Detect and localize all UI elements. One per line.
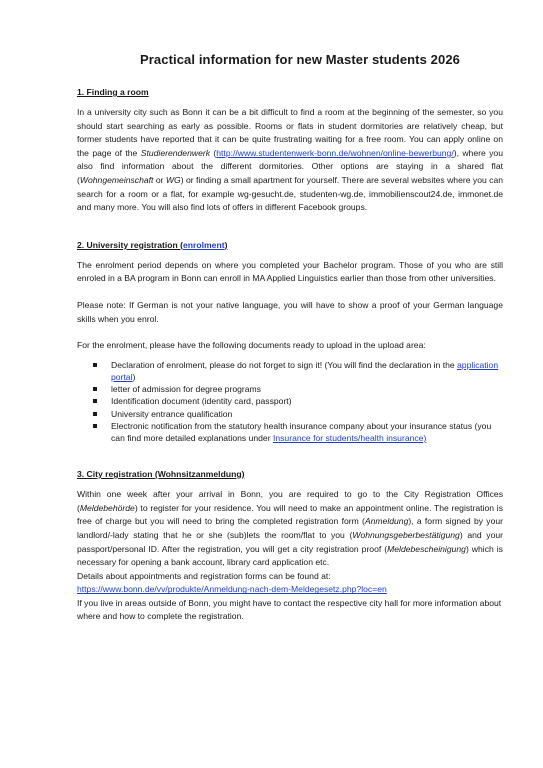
enrolment-period-paragraph: The enrolment period depends on where you completed your Bachelor program. Those of you who are still enroled in a BA program in Bonn can enroll in MA Applied Linguistics earlier than those from other universities. (77, 259, 503, 284)
text-run: ), where you also find information about the different dormitories. Other options are staying in a shared flat ( (77, 147, 503, 185)
application-portal-link[interactable]: application portal (111, 359, 499, 382)
health-insurance-link[interactable]: Insurance for students/health insurance) (272, 432, 427, 443)
text-run: Within one week after your arrival in Bonn, you are required to go to the City Registration Offices ( (77, 489, 503, 513)
list-item (111, 420, 503, 444)
studentenwerk-link[interactable]: http://www.studentenwerk-bonn.de/wohnen/online-bewerbung/ (216, 147, 454, 158)
city-registration-paragraph (77, 488, 503, 570)
enrolment-link[interactable]: enrolment (183, 239, 225, 250)
emphasis-text: Studierendenwerk (140, 147, 211, 158)
text-run: ) to register for your residence. You will need to make an appointment online. The registration is free of charge but you will need to bring the completed registration form ( (77, 502, 503, 527)
heading-text: ) (224, 239, 228, 250)
text-run: Electronic notification from the statutory health insurance company about your insurance status (you can find more detailed explanations under (111, 420, 492, 443)
outside-bonn-paragraph: If you live in areas outside of Bonn, you might have to contact the respective city hall for more information about where and how to complete the registration. (77, 597, 502, 622)
text-run: ) and your passport/personal ID. After the registration, you will get a city registration proof ( (77, 529, 503, 554)
list-item (111, 359, 503, 383)
text-run: ), a form signed by your landlord/-lady stating that he or she (sub)lets the room/flat to you ( (77, 516, 503, 540)
bonn-registration-link-line (77, 583, 503, 597)
documents-intro-paragraph: For the enrolment, please have the following documents ready to upload in the upload area: (77, 340, 426, 351)
bonn-registration-link[interactable]: https://www.bonn.de/vv/produkte/Anmeldung-nach-dem-Meldegesetz.php?loc=en (77, 584, 387, 595)
details-paragraph: Details about appointments and registration forms can be found at: (77, 570, 331, 581)
text-run: ) or finding a small apartment for yourself. There are several websites where you can search for a room or a flat, for example wg-gesucht.de, studenten-wg.de, immobilienscout24.de, immonet.de and many more. You will also find lots of offers in different Facebook groups. (77, 174, 503, 213)
documents-list (77, 359, 503, 444)
emphasis-text: WG (165, 174, 181, 185)
emphasis-text: Meldebehörde (79, 502, 135, 513)
emphasis-text: Anmeldung (364, 516, 409, 527)
list-item: University entrance qualification (111, 408, 503, 420)
emphasis-text: Meldebescheinigung (387, 543, 466, 554)
page-title: Practical information for new Master students 2026 (140, 52, 460, 67)
emphasis-text: Wohnungsgeberbestätigung (352, 529, 460, 540)
section-finding-room-paragraph (77, 106, 503, 215)
section-heading-finding-room: 1. Finding a room (77, 87, 149, 97)
text-run: ( (210, 147, 217, 158)
text-run: ) (132, 371, 136, 382)
text-run: In a university city such as Bonn it can be a bit difficult to find a room at the beginning of the semester, so you should start searching as early as possible. Rooms or flats in student dormitories are relatively cheap, but former students have reported that it can be quite frustrating waiting for a free room. You can apply online on the page of the (77, 107, 503, 158)
heading-text: 2. University registration ( (77, 239, 184, 250)
text-run: Declaration of enrolment, please do not forget to sign it! (You will find the declaration in the (111, 359, 458, 370)
text-run: ) which is necessary for opening a bank account, library card application etc. (77, 543, 503, 568)
list-item: letter of admission for degree programs (111, 383, 503, 395)
emphasis-text: Wohngemeinschaft (79, 174, 154, 185)
list-item: Identification document (identity card, passport) (111, 395, 503, 407)
text-run: or (153, 174, 166, 185)
language-note-paragraph: Please note: If German is not your native language, you will have to show a proof of your German language skills when you enrol. (77, 299, 503, 324)
section-heading-university-registration (77, 240, 503, 250)
section-heading-city-registration: 3. City registration (Wohnsitzanmeldung) (77, 469, 245, 480)
